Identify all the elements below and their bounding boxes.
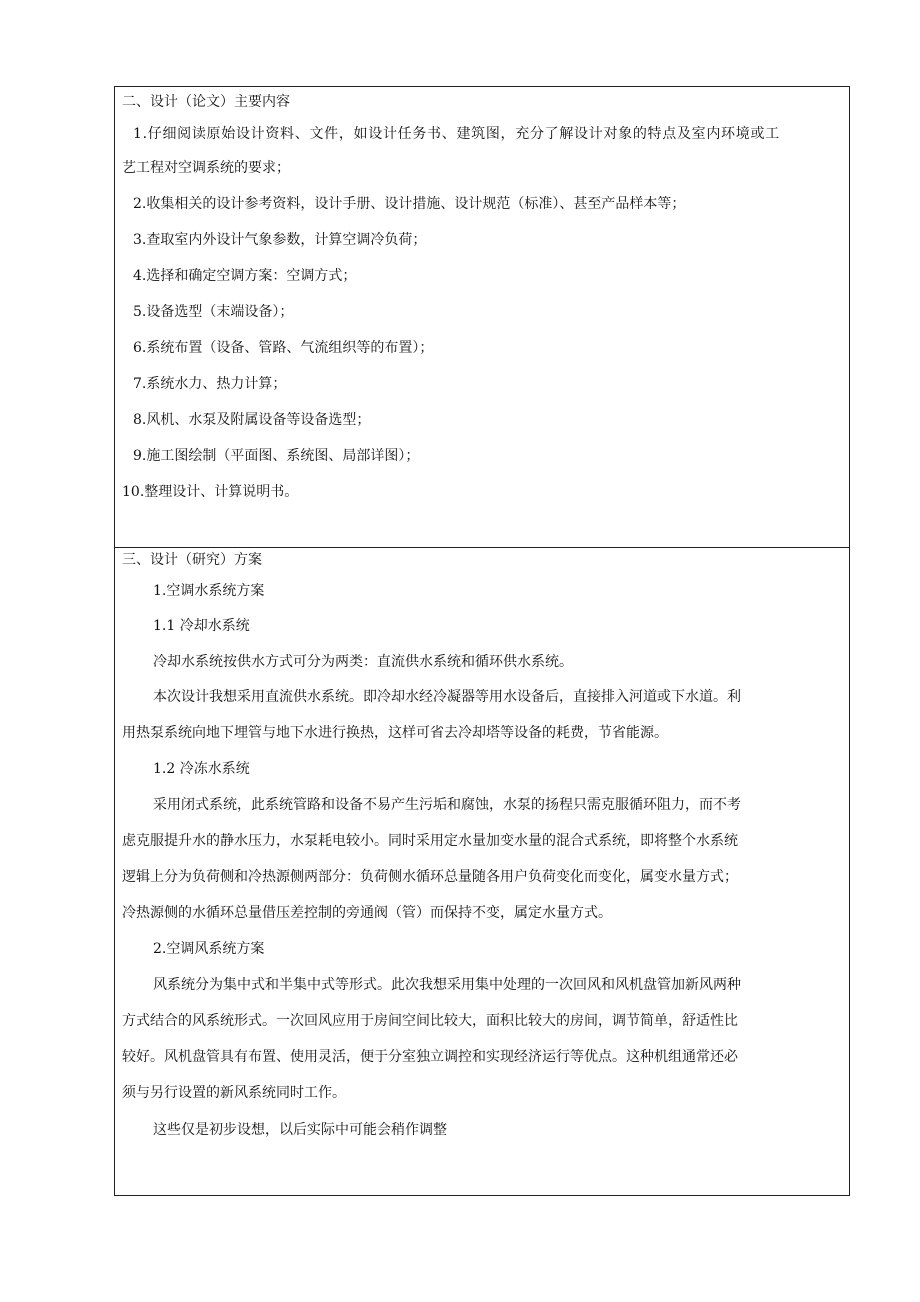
closing-note: 这些仅是初步设想，以后实际中可能会稍作调整 [153, 1122, 447, 1138]
design-plan-cell [115, 548, 849, 1195]
content-item-6: 6.系统布置（设备、管路、气流组织等的布置）； [133, 340, 434, 356]
subheading-water-system: 1.空调水系统方案 [153, 583, 265, 599]
subheading-cooling-water: 1.1 冷却水系统 [153, 618, 250, 634]
content-item-8: 8.风机、水泵及附属设备等设备选型； [133, 412, 371, 428]
content-item-10: 10.整理设计、计算说明书。 [122, 484, 299, 500]
section-heading-design-plan: 三、设计（研究）方案 [122, 552, 262, 568]
content-item-9: 9.施工图绘制（平面图、系统图、局部详图）； [133, 448, 420, 464]
paragraph-line: 较好。风机盘管具有布置、使用灵活，便于分室独立调控和实现经济运行等优点。这种机组通常还必 [122, 1049, 738, 1065]
content-item-3: 3.查取室内外设计气象参数，计算空调冷负荷； [133, 232, 427, 248]
content-item-1: 1.仔细阅读原始设计资料、文件，如设计任务书、建筑图，充分了解设计对象的特点及室内环境或工 [133, 126, 780, 142]
main-content-cell [115, 87, 849, 548]
paragraph-line: 方式结合的风系统形式。一次回风应用于房间空间比较大，面积比较大的房间，调节简单，舒适性比 [122, 1013, 738, 1029]
content-item-5: 5.设备选型（末端设备）； [133, 304, 294, 320]
paragraph-line: 逻辑上分为负荷侧和冷热源侧两部分：负荷侧水循环总量随各用户负荷变化而变化，属变水量方式； [122, 869, 738, 885]
paragraph-line: 冷却水系统按供水方式可分为两类：直流供水系统和循环供水系统。 [153, 654, 573, 670]
subheading-chilled-water: 1.2 冷冻水系统 [153, 761, 250, 777]
content-item-1-cont: 艺工程对空调系统的要求； [122, 160, 290, 176]
paragraph-line: 采用闭式系统，此系统管路和设备不易产生污垢和腐蚀，水泵的扬程只需克服循环阻力，而不考 [153, 797, 741, 813]
paragraph-line: 本次设计我想采用直流供水系统。即冷却水经冷凝器等用水设备后，直接排入河道或下水道。利 [153, 689, 741, 705]
content-item-4: 4.选择和确定空调方案：空调方式； [133, 268, 357, 284]
form-table [114, 86, 850, 1196]
paragraph-line: 冷热源侧的水循环总量借压差控制的旁通阀（管）而保持不变，属定水量方式。 [122, 905, 612, 921]
subheading-air-system: 2.空调风系统方案 [153, 941, 265, 957]
content-item-7: 7.系统水力、热力计算； [133, 376, 287, 392]
paragraph-line: 虑克服提升水的静水压力，水泵耗电较小。同时采用定水量加变水量的混合式系统，即将整个水系统 [122, 833, 738, 849]
content-item-2: 2.收集相关的设计参考资料，设计手册、设计措施、设计规范（标准）、甚至产品样本等； [133, 196, 686, 212]
paragraph-line: 风系统分为集中式和半集中式等形式。此次我想采用集中处理的一次回风和风机盘管加新风两种 [153, 977, 741, 993]
paragraph-line: 须与另行设置的新风系统同时工作。 [122, 1085, 346, 1101]
paragraph-line: 用热泵系统向地下埋管与地下水进行换热，这样可省去冷却塔等设备的耗费，节省能源。 [122, 725, 668, 741]
section-heading-main-content: 二、设计（论文）主要内容 [122, 94, 290, 110]
